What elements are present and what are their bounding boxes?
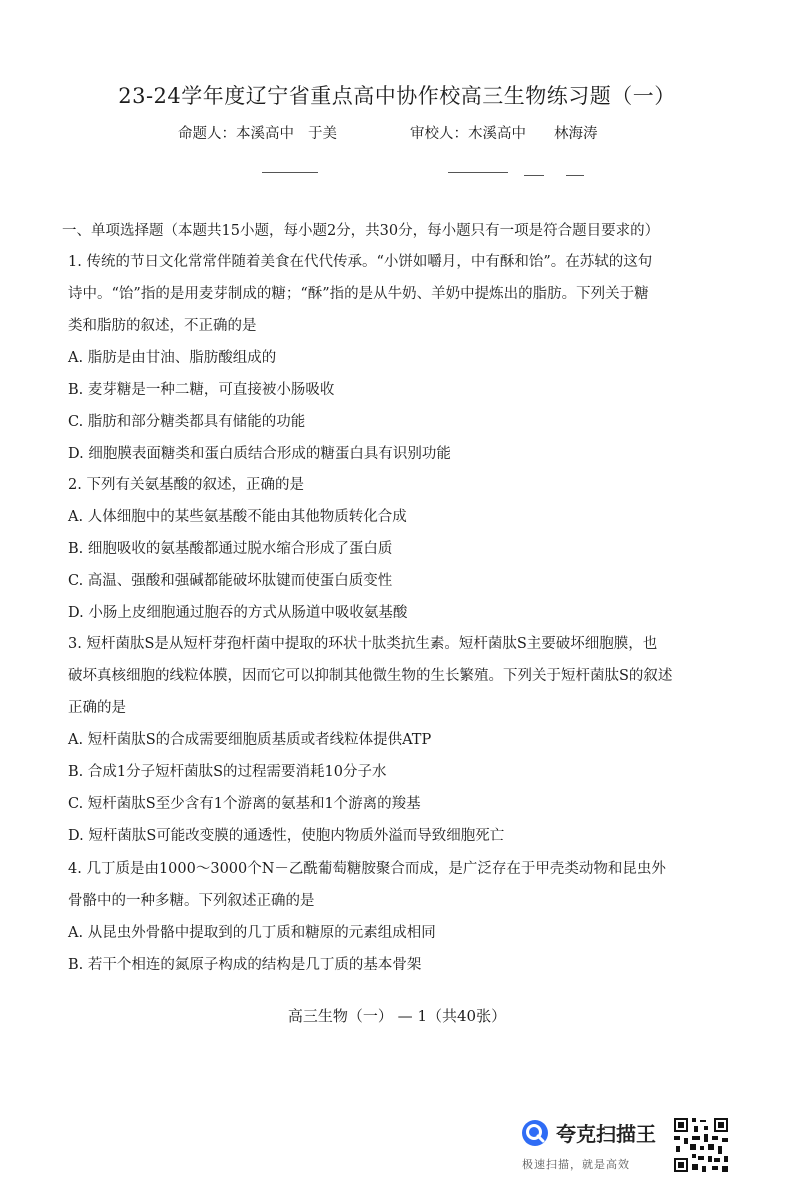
author-label: 命题人：本溪高中 [178, 126, 294, 142]
question-4-option-b: B. 若干个相连的氮原子构成的结构是几丁质的基本骨架 [68, 957, 422, 973]
question-3-stem-line: 3. 短杆菌肽S是从短杆芽孢杆菌中提取的环状十肽类抗生素。短杆菌肽S主要破坏细胞膜，也 [68, 636, 658, 652]
divider-line [524, 175, 544, 176]
scanner-logo-icon [520, 1118, 550, 1148]
divider-line [262, 172, 318, 173]
question-2-option-b: B. 细胞吸收的氨基酸都通过脱水缩合形成了蛋白质 [68, 541, 393, 557]
reviewer-label: 审校人：木溪高中 [410, 126, 526, 142]
reviewer-line [410, 122, 598, 143]
question-4-option-a: A. 从昆虫外骨骼中提取到的几丁质和糖原的元素组成相同 [68, 925, 436, 941]
question-3-option-c: C. 短杆菌肽S至少含有1个游离的氨基和1个游离的羧基 [68, 796, 421, 812]
question-1-stem-line: 诗中。“饴”指的是用麦芽制成的糖；“酥”指的是从牛奶、羊奶中提炼出的脂肪。下列关于糖 [68, 286, 649, 302]
question-3-stem-line: 破坏真核细胞的线粒体膜，因而它可以抑制其他微生物的生长繁殖。下列关于短杆菌肽S的叙述 [68, 668, 673, 684]
divider-line [566, 175, 584, 176]
question-1-option-a: A. 脂肪是由甘油、脂肪酸组成的 [68, 350, 277, 366]
question-4-stem-line: 骨骼中的一种多糖。下列叙述正确的是 [68, 893, 315, 909]
question-2-stem-line: 2. 下列有关氨基酸的叙述，正确的是 [68, 477, 304, 493]
question-1-option-d: D. 细胞膜表面糖类和蛋白质结合形成的糖蛋白具有识别功能 [68, 446, 451, 462]
question-1-stem-line: 1. 传统的节日文化常常伴随着美食在代代传承。“小饼如嚼月，中有酥和饴”。在苏轼的这句 [68, 254, 653, 270]
reviewer-name: 林海涛 [554, 126, 598, 142]
question-3-option-b: B. 合成1分子短杆菌肽S的过程需要消耗10分子水 [68, 764, 387, 780]
question-2-option-d: D. 小肠上皮细胞通过胞吞的方式从肠道中吸收氨基酸 [68, 605, 408, 621]
scanner-brand-name: 夸克扫描王 [556, 1122, 656, 1146]
divider-line [448, 172, 508, 173]
author-line [178, 122, 337, 143]
section-heading: 一、单项选择题（本题共15小题，每小题2分，共30分，每小题只有一项是符合题目要求的） [62, 223, 660, 239]
scanner-watermark [520, 1116, 730, 1178]
page-title: 23-24学年度辽宁省重点高中协作校高三生物练习题（一） [118, 84, 676, 108]
question-3-stem-line: 正确的是 [68, 700, 126, 716]
question-2-option-c: C. 高温、强酸和强碱都能破坏肽键而使蛋白质变性 [68, 573, 393, 589]
page-footer: 高三生物（一） — 1（共40张） [287, 1007, 507, 1025]
question-4-stem-line: 4. 几丁质是由1000～3000个N－乙酰葡萄糖胺聚合而成，是广泛存在于甲壳类动物和昆虫外 [68, 861, 666, 877]
question-1-option-c: C. 脂肪和部分糖类都具有储能的功能 [68, 414, 306, 430]
question-3-option-a: A. 短杆菌肽S的合成需要细胞质基质或者线粒体提供ATP [68, 732, 432, 748]
scanner-slogan: 极速扫描，就是高效 [522, 1158, 630, 1171]
question-2-option-a: A. 人体细胞中的某些氨基酸不能由其他物质转化合成 [68, 509, 407, 525]
question-1-stem-line: 类和脂肪的叙述，不正确的是 [68, 318, 257, 334]
question-1-option-b: B. 麦芽糖是一种二糖，可直接被小肠吸收 [68, 382, 335, 398]
qr-code-icon [672, 1116, 730, 1174]
author-name: 于美 [308, 126, 337, 142]
question-3-option-d: D. 短杆菌肽S可能改变膜的通透性，使胞内物质外溢而导致细胞死亡 [68, 828, 505, 844]
